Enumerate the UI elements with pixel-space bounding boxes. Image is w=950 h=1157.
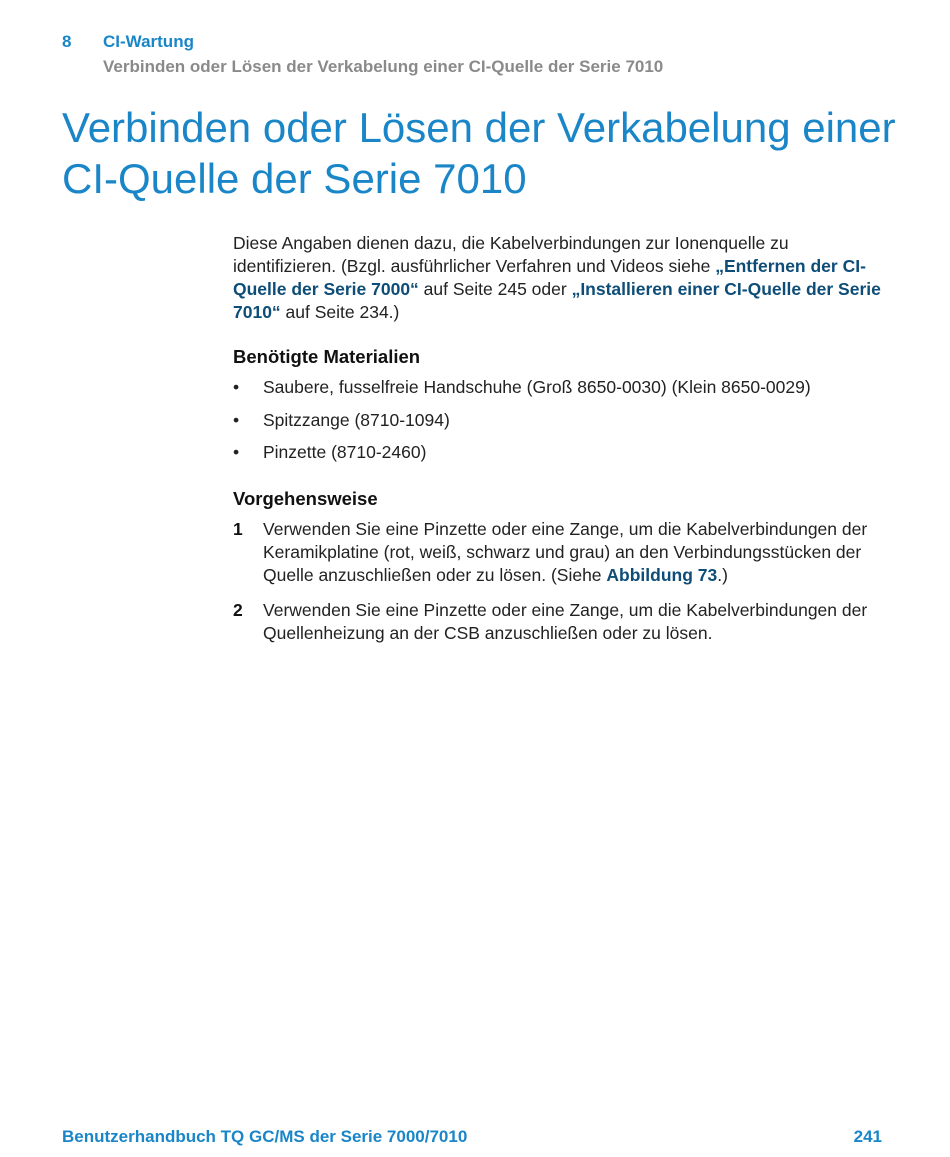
step-text: Verwenden Sie eine Pinzette oder eine Zange, um die Kabelverbindungen der Quellenheizung an der CSB anzuschließen oder zu lösen. [263, 600, 868, 643]
intro-text-3: auf Seite 234.) [280, 302, 400, 322]
intro-text-1: Diese Angaben dienen dazu, die Kabelverbindungen zur Ionenquelle zu identifizieren. (Bzgl. ausführlicher Verfahren und Videos siehe [233, 233, 789, 276]
step-number: 2 [233, 600, 243, 620]
intro-paragraph [233, 232, 888, 324]
bullet-icon: • [233, 377, 240, 397]
list-item-text: Pinzette (8710-2460) [263, 442, 427, 462]
step-text-2: .) [717, 565, 728, 585]
materials-list [233, 376, 888, 464]
materials-heading: Benötigte Materialien [233, 346, 421, 367]
procedure-step [233, 599, 888, 645]
main-content [233, 232, 888, 657]
procedure-step [233, 518, 888, 587]
xref-link-install-ci-source[interactable]: „Installieren einer CI-Quelle der Serie 7010“ [233, 279, 881, 322]
bullet-icon: • [233, 442, 240, 462]
xref-link-figure-73[interactable]: Abbildung 73 [606, 565, 718, 585]
running-header-section: Verbinden oder Lösen der Verkabelung einer CI-Quelle der Serie 7010 [103, 57, 664, 76]
list-item [233, 409, 888, 432]
step-text-1: Verwenden Sie eine Pinzette oder eine Zange, um die Kabelverbindungen der Keramikplatine (rot, weiß, schwarz und grau) an den Verbindungsstücken der Quelle anzuschließen oder zu lösen. (Siehe [263, 519, 868, 585]
procedure-steps [233, 518, 888, 645]
footer-manual-title: Benutzerhandbuch TQ GC/MS der Serie 7000/7010 [62, 1127, 468, 1146]
list-item [233, 376, 888, 399]
bullet-icon: • [233, 409, 240, 430]
chapter-number: 8 [62, 32, 72, 51]
procedure-heading: Vorgehensweise [233, 488, 378, 509]
chapter-title: CI-Wartung [103, 32, 194, 51]
running-header-chapter [62, 32, 194, 52]
intro-text-2: auf Seite 245 oder [418, 279, 572, 299]
list-item-text: Saubere, fusselfreie Handschuhe (Groß 8650-0030) (Klein 8650-0029) [263, 377, 811, 397]
list-item [233, 441, 888, 464]
xref-link-remove-ci-source[interactable]: „Entfernen der CI-Quelle der Serie 7000“ [233, 256, 866, 299]
step-number: 1 [233, 519, 243, 539]
list-item-text: Spitzzange (8710-1094) [263, 409, 450, 430]
footer-page-number: 241 [853, 1127, 882, 1146]
page-title: Verbinden oder Lösen der Verkabelung einer CI-Quelle der Serie 7010 [62, 104, 896, 202]
